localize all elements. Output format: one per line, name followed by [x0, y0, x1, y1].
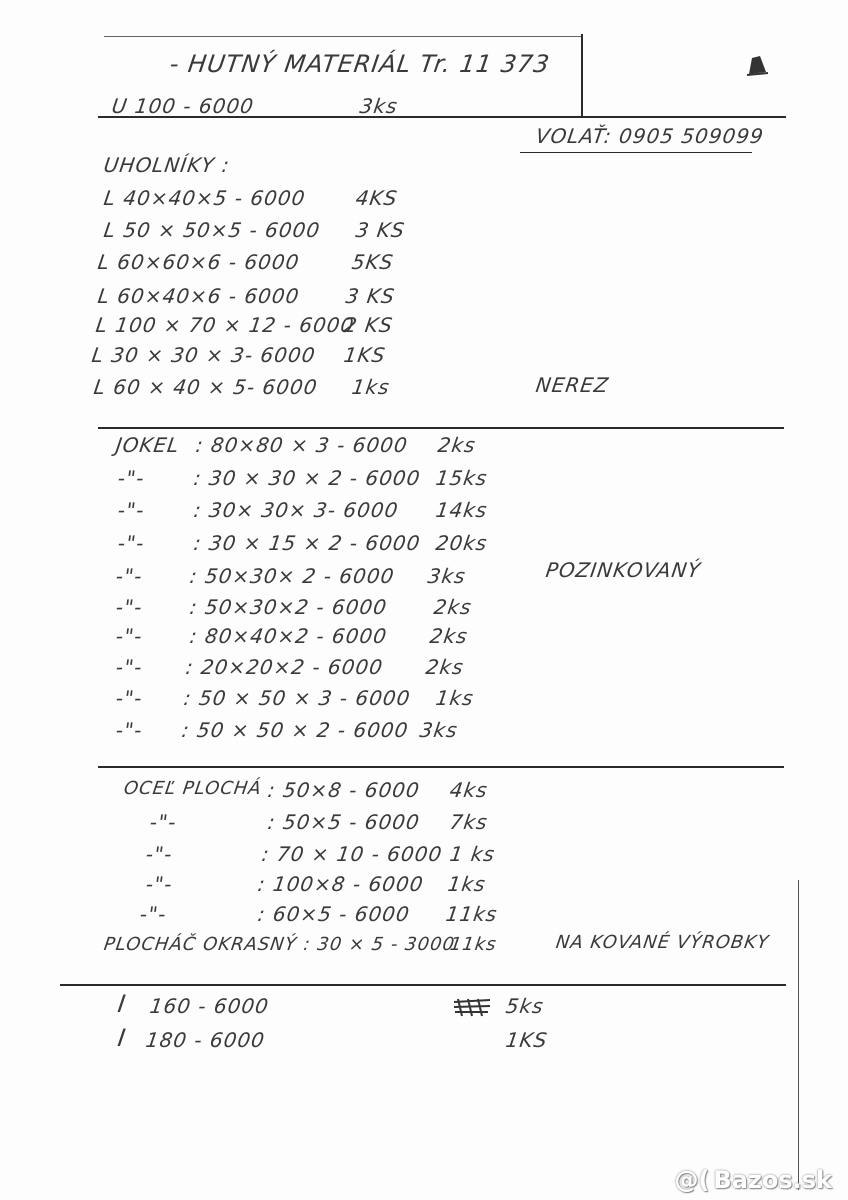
list-item: L 60×60×6 - 6000: [96, 250, 302, 274]
list-item-qty: 11ks: [444, 902, 500, 926]
list-item: : 60×5 - 6000: [256, 902, 412, 926]
list-item-qty: 2ks: [436, 433, 478, 457]
list-item: : 50 × 50 × 2 - 6000: [180, 718, 411, 742]
list-item-qty: 3 KS: [344, 284, 397, 308]
list-item: : 50×30× 2 - 6000: [188, 564, 397, 588]
decorative-bar-qty: 11ks: [448, 934, 499, 955]
list-item: 160 - 6000: [148, 994, 271, 1018]
section-divider-jokel: [98, 766, 784, 768]
list-item: : 50 × 50 × 3 - 6000: [182, 686, 413, 710]
list-item: : 80×80 × 3 - 6000: [194, 433, 410, 457]
bazos-logo-icon: @(: [674, 1166, 710, 1194]
list-item-qty: 5ks: [504, 994, 546, 1018]
header-top-rule: [104, 36, 582, 37]
list-item-qty: 4ks: [448, 778, 490, 802]
list-item-note: POZINKOVANÝ: [544, 558, 703, 582]
list-item: : 50×30×2 - 6000: [188, 595, 389, 619]
list-item-qty: 1KS: [342, 343, 388, 367]
list-item-qty: 1 ks: [448, 842, 497, 866]
list-item: : 30 × 30 × 2 - 6000: [192, 466, 423, 490]
contact-phone: VOLAŤ: 0905 509099: [534, 124, 766, 148]
list-item: : 30 × 15 × 2 - 6000: [192, 531, 423, 555]
list-item: L 30 × 30 × 3- 6000: [90, 343, 318, 367]
list-item-qty: 2 KS: [342, 313, 395, 337]
decorative-bar-note: NA KOVANÉ VÝROBKY: [554, 932, 771, 953]
scribble-mark: [452, 996, 492, 1018]
list-item: : 50×5 - 6000: [266, 810, 422, 834]
list-item: : 70 × 10 - 6000: [260, 842, 444, 866]
list-item: : 80×40×2 - 6000: [188, 624, 389, 648]
list-item: : 100×8 - 6000: [256, 872, 426, 896]
section-divider-uholniky: [98, 427, 784, 429]
first-item: U 100 - 6000: [110, 94, 256, 118]
row-label: -"-: [116, 531, 147, 555]
row-label: -"-: [114, 718, 145, 742]
row-label: -"-: [144, 842, 175, 866]
page-title: - HUTNÝ MATERIÁL Tr. 11 373: [168, 50, 552, 78]
list-item-qty: 2ks: [432, 595, 474, 619]
stamp-icon: [744, 52, 770, 78]
list-item-qty: 20ks: [434, 531, 490, 555]
row-label: -"-: [114, 655, 145, 679]
section-divider-ocel: [60, 984, 786, 986]
row-label: -"-: [114, 564, 145, 588]
list-item: L 100 × 70 × 12 - 6000: [94, 313, 357, 337]
list-item-qty: 1ks: [434, 686, 476, 710]
row-label: -"-: [116, 498, 147, 522]
row-label: -"-: [114, 686, 145, 710]
decorative-bar-item: PLOCHÁČ OKRASNÝ : 30 × 5 - 3000: [102, 934, 457, 955]
list-item: L 40×40×5 - 6000: [102, 186, 308, 210]
row-label: -"-: [148, 810, 179, 834]
list-item: : 20×20×2 - 6000: [184, 655, 385, 679]
list-item-qty: 2ks: [428, 624, 470, 648]
list-item-qty: 2ks: [424, 655, 466, 679]
list-item-qty: 3ks: [426, 564, 468, 588]
row-label: JOKEL: [114, 433, 182, 457]
list-item-qty: 3ks: [418, 718, 460, 742]
row-label: -"-: [144, 872, 175, 896]
list-item-qty: 5KS: [350, 250, 396, 274]
ibeam-symbol: I: [116, 1024, 129, 1052]
row-label: -"-: [114, 595, 145, 619]
list-item: : 30× 30× 3- 6000: [192, 498, 401, 522]
ibeam-symbol: I: [116, 990, 129, 1018]
bazos-watermark: [674, 1166, 832, 1194]
row-label: -"-: [138, 902, 169, 926]
list-item-note: NEREZ: [534, 373, 611, 397]
list-item-qty: 3 KS: [354, 218, 407, 242]
first-item-qty: 3ks: [358, 94, 400, 118]
section-heading-uholniky: UHOLNÍKY :: [102, 153, 232, 177]
row-label: -"-: [114, 624, 145, 648]
list-item-qty: 7ks: [448, 810, 490, 834]
contact-underline: [520, 152, 752, 153]
watermark-text: Bazos.sk: [713, 1166, 832, 1194]
list-item-qty: 1KS: [504, 1028, 550, 1052]
row-label: -"-: [116, 466, 147, 490]
right-margin-line: [798, 880, 799, 1190]
row-label: OCEĽ PLOCHÁ: [122, 778, 264, 799]
list-item-qty: 15ks: [434, 466, 490, 490]
list-item-qty: 1ks: [350, 375, 392, 399]
list-item-qty: 14ks: [434, 498, 490, 522]
header-divider: [581, 34, 583, 118]
list-item: L 50 × 50×5 - 6000: [102, 218, 322, 242]
list-item-qty: 4KS: [354, 186, 400, 210]
list-item-qty: 1ks: [446, 872, 488, 896]
list-item: L 60×40×6 - 6000: [96, 284, 302, 308]
list-item: 180 - 6000: [144, 1028, 267, 1052]
list-item: L 60 × 40 × 5- 6000: [92, 375, 320, 399]
list-item: : 50×8 - 6000: [266, 778, 422, 802]
